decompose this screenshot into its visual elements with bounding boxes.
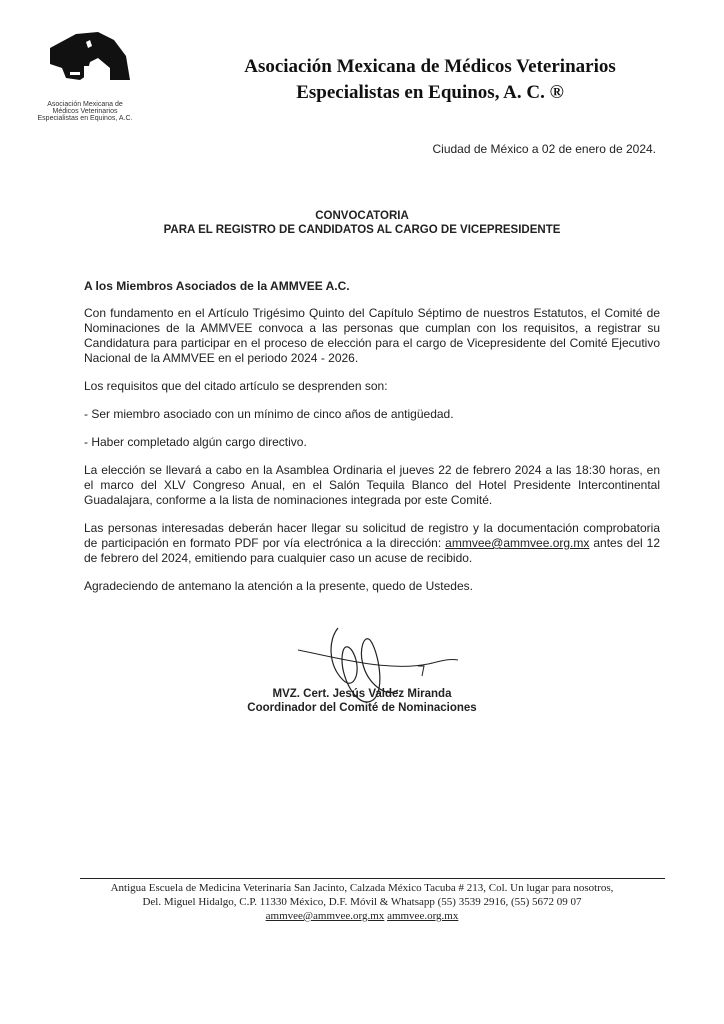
signatory-role: Coordinador del Comité de Nominaciones bbox=[247, 702, 477, 714]
paragraph-submission: Las personas interesadas deberán hacer llegar su solicitud de registro y la documentación comprobatoria de participación en formato PDF por vía electrónica a la dirección: ammvee@ammvee.org.mx antes del 12 de febrero del 2024, emitiendo para cualquier caso un acuse de recibido. bbox=[84, 521, 660, 565]
signatory-name: MVZ. Cert. Jesús Valdez Miranda bbox=[272, 688, 452, 700]
closing-line: Agradeciendo de antemano la atención a la presente, quedo de Ustedes. bbox=[84, 579, 473, 593]
signature-block bbox=[0, 687, 724, 715]
requirement-item: - Ser miembro asociado con un mínimo de cinco años de antigüedad. bbox=[84, 407, 454, 421]
footer-email-link[interactable]: ammvee@ammvee.org.mx bbox=[265, 910, 385, 922]
greeting: A los Miembros Asociados de la AMMVEE A.C. bbox=[84, 279, 350, 293]
organization-title: Asociación Mexicana de Médicos Veterinarios Especialistas en Equinos, A. C. ® bbox=[244, 56, 616, 103]
paragraph-election: La elección se llevará a cabo en la Asamblea Ordinaria el jueves 22 de febrero 2024 a las 18:30 horas, en el marco del XLV Congreso Anual, en el Salón Tequila Blanco del Hotel Presidente Intercontinental Guadalajara, conforme a la lista de nominaciones integrada por este Comité. bbox=[84, 463, 660, 507]
document-heading: CONVOCATORIA PARA EL REGISTRO DE CANDIDATOS AL CARGO DE VICEPRESIDENTE bbox=[163, 210, 561, 236]
logo-caption: Asociación Mexicana de Médicos Veterinarios Especialistas en Equinos, A.C. bbox=[37, 101, 133, 122]
footer-divider bbox=[80, 878, 665, 879]
horse-head-icon bbox=[40, 28, 135, 88]
date-line: Ciudad de México a 02 de enero de 2024. bbox=[432, 142, 656, 156]
paragraph-basis: Con fundamento en el Artículo Trigésimo Quinto del Capítulo Séptimo de nuestros Estatutos, el Comité de Nominaciones de la AMMVEE convoca a las personas que cumplan con los requisitos, a registrar su Candidatura para participar en el proceso de elección para el cargo de Vicepresidente del Comité Ejecutivo Nacional de la AMMVEE en el periodo 2024 - 2026. bbox=[84, 306, 660, 365]
contact-email-link[interactable]: ammvee@ammvee.org.mx bbox=[445, 536, 590, 550]
footer: Antigua Escuela de Medicina Veterinaria San Jacinto, Calzada México Tacuba # 213, Col. Un lugar para nosotros, Del. Miguel Hidalgo, C.P. 11330 México, D.F. Móvil & Whatsapp (55) 3539 2916, (55) 5672 09 07 ammvee@ammvee.org.mx ammvee.org.mx bbox=[110, 882, 614, 922]
letter-body bbox=[84, 279, 660, 607]
footer-website-link[interactable]: ammvee.org.mx bbox=[387, 910, 459, 922]
requirement-item: - Haber completado algún cargo directivo. bbox=[84, 435, 307, 449]
paragraph-requirements-intro: Los requisitos que del citado artículo se desprenden son: bbox=[84, 379, 388, 393]
